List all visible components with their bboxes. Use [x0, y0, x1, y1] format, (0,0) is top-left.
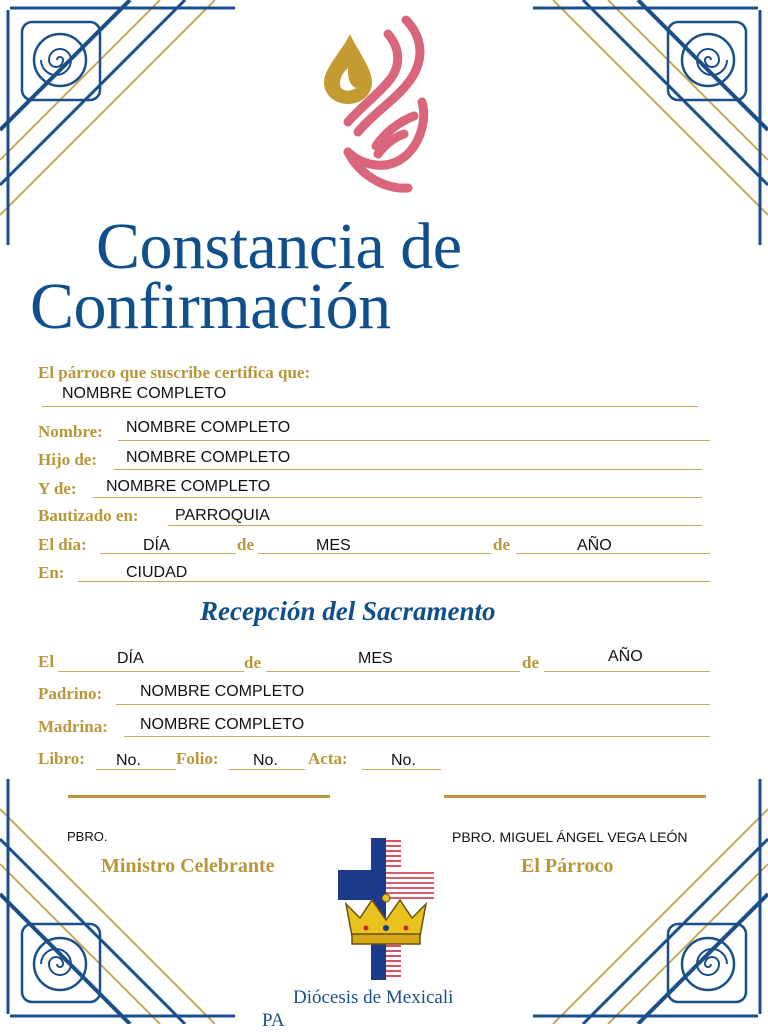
signature-left-name: PBRO.	[67, 829, 108, 844]
corner-ornament-bottom-right	[528, 774, 768, 1024]
hijo-de-line	[114, 469, 702, 470]
corner-ornament-bottom-left	[0, 774, 240, 1024]
reception-de1: de	[244, 653, 261, 672]
reception-month-line	[266, 671, 520, 672]
en-line	[78, 581, 710, 582]
acta-line	[362, 769, 441, 770]
signature-right-name: PBRO. MIGUEL ÁNGEL VEGA LEÓN	[452, 829, 688, 845]
corner-ornament-top-right	[528, 0, 768, 250]
acta-value: No.	[391, 752, 416, 769]
en-value: CIUDAD	[126, 564, 188, 581]
bautizado-en-label: Bautizado en:	[38, 506, 139, 525]
reception-day-value: DÍA	[117, 650, 144, 667]
diocese-name: Diócesis de Mexicali	[293, 987, 454, 1008]
reception-el-label: El	[38, 652, 55, 671]
el-dia-de1: de	[237, 535, 254, 554]
el-dia-day-value: DÍA	[143, 537, 170, 554]
padrino-label: Padrino:	[38, 684, 103, 703]
libro-label: Libro:	[38, 749, 85, 768]
reception-month-value: MES	[358, 650, 393, 667]
y-de-label: Y de:	[38, 479, 77, 498]
nombre-line	[118, 440, 710, 441]
reception-day-line	[58, 671, 244, 672]
el-dia-month-line	[258, 553, 491, 554]
certified-name-line	[42, 406, 698, 407]
acta-label: Acta:	[308, 749, 348, 768]
reception-year-line	[544, 671, 710, 672]
page-title-line2: Confirmación	[30, 270, 391, 343]
section-title: Recepción del Sacramento	[200, 596, 496, 626]
padrino-line	[116, 704, 710, 705]
madrina-label: Madrina:	[38, 717, 108, 736]
bautizado-en-line	[168, 525, 702, 526]
libro-line	[96, 769, 176, 770]
page-title-line1: Constancia de	[96, 210, 462, 283]
reception-year-value: AÑO	[608, 648, 643, 665]
padrino-value: NOMBRE COMPLETO	[140, 683, 305, 700]
y-de-value: NOMBRE COMPLETO	[106, 478, 271, 495]
diocese-cross-crown-emblem	[338, 838, 434, 980]
hijo-de-label: Hijo de:	[38, 450, 98, 469]
madrina-value: NOMBRE COMPLETO	[140, 716, 305, 733]
hijo-de-value: NOMBRE COMPLETO	[126, 449, 291, 466]
reception-de2: de	[522, 653, 539, 672]
folio-value: No.	[253, 752, 278, 769]
el-dia-label: El día:	[38, 535, 87, 554]
nombre-label: Nombre:	[38, 422, 103, 441]
madrina-line	[124, 736, 710, 737]
el-dia-year-value: AÑO	[577, 537, 612, 554]
libro-value: No.	[116, 752, 141, 769]
signature-line-left	[68, 795, 330, 798]
signature-left-role: Ministro Celebrante	[101, 855, 275, 877]
signature-right-role: El Párroco	[521, 855, 614, 877]
confirmation-hand-logo	[318, 12, 438, 202]
footer-cut-text: PA	[262, 1010, 285, 1031]
en-label: En:	[38, 563, 65, 582]
folio-label: Folio:	[176, 749, 219, 768]
bautizado-en-value: PARROQUIA	[175, 507, 270, 524]
el-dia-year-line	[516, 553, 710, 554]
nombre-value: NOMBRE COMPLETO	[126, 419, 291, 436]
signature-line-right	[444, 795, 706, 798]
el-dia-de2: de	[493, 535, 510, 554]
el-dia-month-value: MES	[316, 537, 351, 554]
certified-name-value: NOMBRE COMPLETO	[62, 385, 227, 402]
folio-line	[229, 769, 305, 770]
y-de-line	[93, 497, 702, 498]
certify-text: El párroco que suscribe certifica que:	[38, 363, 311, 382]
